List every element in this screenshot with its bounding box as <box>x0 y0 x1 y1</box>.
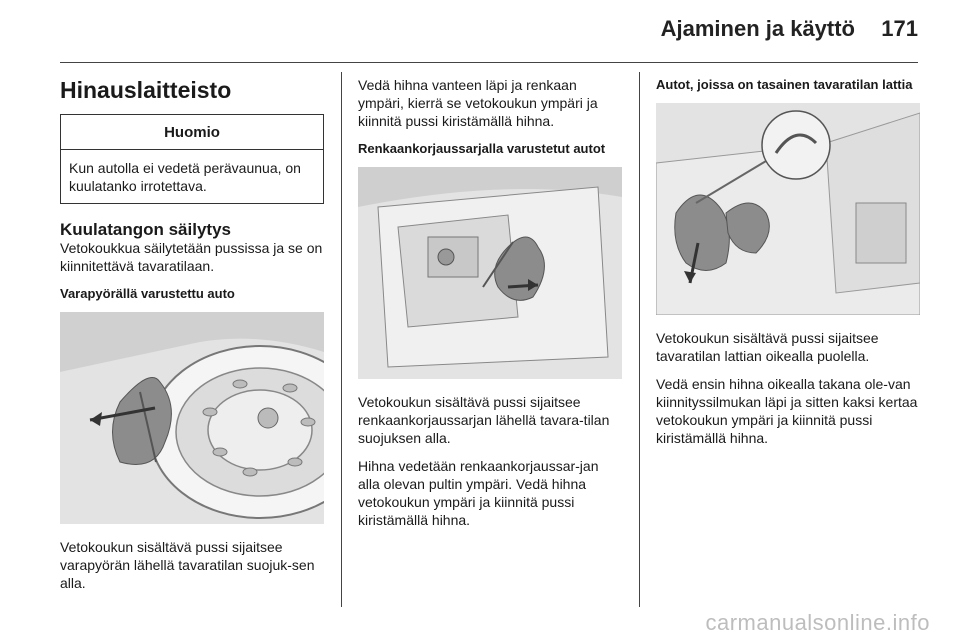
column-divider <box>341 72 342 607</box>
notice-heading: Huomio <box>61 115 323 150</box>
flat-floor-heading: Autot, joissa on tasainen tavaratilan lattia <box>656 77 913 92</box>
repair-kit-heading: Renkaankorjaussarjalla varustetut autot <box>358 141 606 156</box>
spare-wheel-illustration <box>60 312 324 524</box>
page-header <box>0 0 960 64</box>
spare-wheel-caption: Vetokoukun sisältävä pussi sijaitsee varapyörän lähellä tavaratilan suojuk-sen alla. <box>60 539 315 591</box>
column-right <box>656 76 920 457</box>
intro-paragraph: Vetokoukkua säilytetään pussissa ja se on kiinnitettävä tavaratilaan. <box>60 240 323 274</box>
flat-floor-illustration <box>656 103 920 315</box>
repair-kit-instruction: Hihna vedetään renkaankorjaussar-jan alla olevan pultin ympäri. Vedä hihna vetokoukun ympäri ja kiinnitä pussi kiristämällä hihna. <box>358 458 599 528</box>
page-number: 171 <box>881 16 918 41</box>
notice-body: Kun autolla ei vedetä perävaunua, on kuulatanko irrotettava. <box>69 160 301 194</box>
column-divider <box>639 72 640 607</box>
flat-floor-instruction: Vedä ensin hihna oikealla takana ole-van kiinnityssilmukan läpi ja sitten kaksi kertaa vetokoukun ympäri ja kiinnitä pussi kiristämällä hihna. <box>656 376 918 446</box>
flat-floor-caption: Vetokoukun sisältävä pussi sijaitsee tavaratilan lattian oikealla puolella. <box>656 330 879 364</box>
column-left <box>60 76 324 602</box>
strap-instruction: Vedä hihna vanteen läpi ja renkaan ympäri, kierrä se vetokoukun ympäri ja kiinnitä pussi kiristämällä hihna. <box>358 77 598 129</box>
notice-box <box>60 114 324 204</box>
subsection-title: Kuulatangon säilytys <box>60 220 231 239</box>
repair-kit-caption: Vetokoukun sisältävä pussi sijaitsee renkaankorjaussarjan lähellä tavara-tilan suojuksen alla. <box>358 394 610 446</box>
spare-wheel-heading: Varapyörällä varustettu auto <box>60 286 235 301</box>
column-middle <box>358 76 622 539</box>
section-title: Hinauslaitteisto <box>60 77 232 103</box>
watermark: carmanualsonline.info <box>705 610 930 635</box>
chapter-title: Ajaminen ja käyttö <box>660 16 855 41</box>
header-rule <box>60 62 918 63</box>
repair-kit-illustration <box>358 167 622 379</box>
